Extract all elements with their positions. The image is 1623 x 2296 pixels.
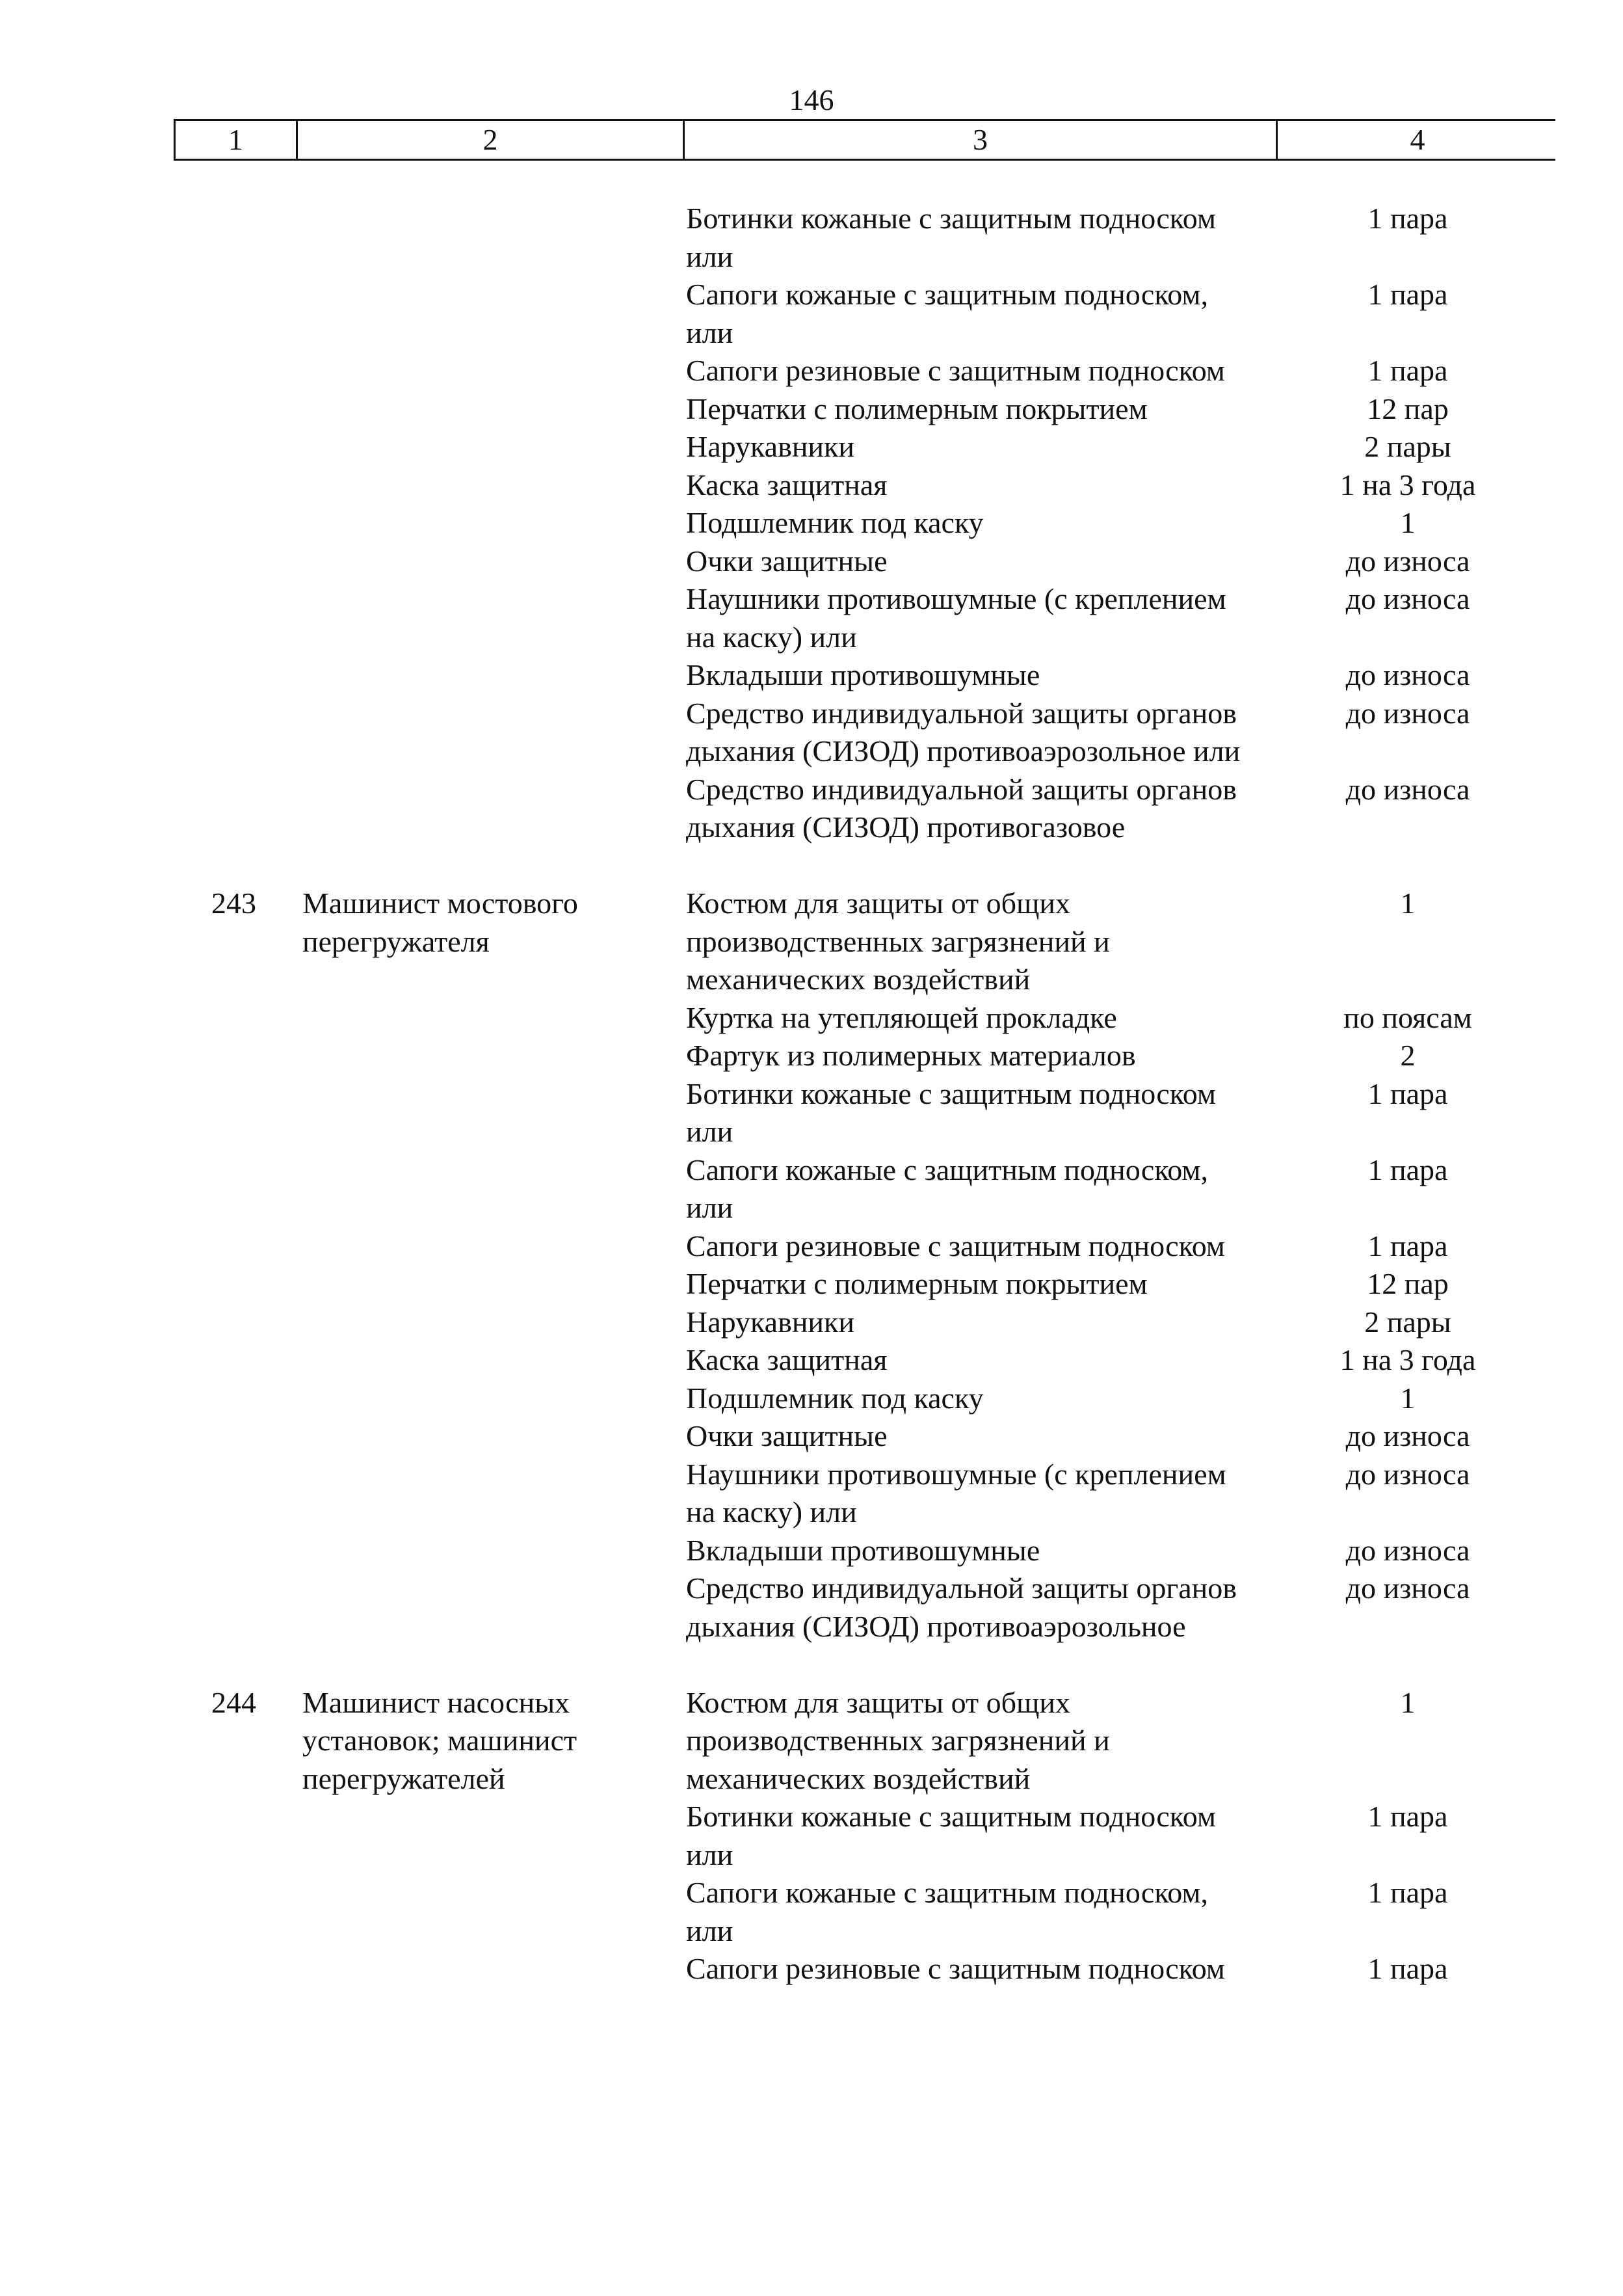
ppe-item: Костюм для защиты от общих производственных загрязнений и механических воздействий bbox=[686, 1685, 1110, 1795]
table-row bbox=[174, 1303, 1555, 1342]
column-header-row bbox=[174, 119, 1555, 161]
issue-norm: 12 пар bbox=[1367, 392, 1449, 425]
issue-norm: 1 пара bbox=[1367, 1229, 1448, 1262]
table-row bbox=[174, 1798, 1555, 1874]
issue-norm: 1 пара bbox=[1367, 278, 1448, 311]
ppe-item: Средство индивидуальной защиты органов дыхания (СИЗОД) противоаэрозольное bbox=[686, 1571, 1237, 1643]
table-row bbox=[174, 1950, 1555, 1988]
table-row bbox=[174, 999, 1555, 1037]
issue-norm: 2 пары bbox=[1364, 430, 1451, 463]
ppe-item: Куртка на утепляющей прокладке bbox=[686, 1000, 1117, 1034]
ppe-item: Подшлемник под каску bbox=[686, 506, 984, 539]
ppe-item: Средство индивидуальной защиты органов дыхания (СИЗОД) противоаэрозольное или bbox=[686, 696, 1241, 768]
issue-norm: 12 пар bbox=[1367, 1267, 1449, 1300]
ppe-item: Очки защитные bbox=[686, 1419, 888, 1452]
table-row bbox=[174, 580, 1555, 656]
table-row bbox=[174, 200, 1555, 276]
issue-norm: до износа bbox=[1345, 582, 1470, 615]
ppe-item: Костюм для защиты от общих производственных загрязнений и механических воздействий bbox=[686, 887, 1110, 996]
table-group bbox=[174, 1684, 1555, 1988]
issue-norm: 1 bbox=[1400, 1381, 1416, 1415]
ppe-item: Наушники противошумные (с креплением на каску) или bbox=[686, 1457, 1226, 1528]
issue-norm: до износа bbox=[1345, 1419, 1470, 1452]
page-number: 146 bbox=[789, 83, 834, 116]
table-row bbox=[174, 695, 1555, 771]
table-row bbox=[174, 1417, 1555, 1456]
issue-norm: 2 пары bbox=[1364, 1305, 1451, 1339]
issue-norm: 1 пара bbox=[1367, 354, 1448, 387]
issue-norm: 1 bbox=[1400, 887, 1416, 920]
issue-norm: до износа bbox=[1345, 1571, 1470, 1605]
table-row bbox=[174, 1569, 1555, 1646]
ppe-item: Сапоги резиновые с защитным подноском bbox=[686, 1952, 1225, 1985]
ppe-item: Фартук из полимерных материалов bbox=[686, 1039, 1136, 1072]
ppe-item: Средство индивидуальной защиты органов дыхания (СИЗОД) противогазовое bbox=[686, 772, 1237, 844]
issue-norm: 1 bbox=[1400, 1685, 1416, 1719]
table-group bbox=[174, 885, 1555, 1646]
table-row bbox=[174, 1874, 1555, 1950]
issue-norm: 1 bbox=[1400, 506, 1416, 539]
ppe-item: Каска защитная bbox=[686, 1343, 888, 1376]
table-row bbox=[174, 771, 1555, 847]
group-number: 243 bbox=[211, 887, 256, 920]
issue-norm: 1 пара bbox=[1367, 1952, 1448, 1985]
profession-name: Машинист насосных установок; машинист перегружателей bbox=[302, 1685, 577, 1795]
table-row bbox=[174, 656, 1555, 695]
ppe-item: Ботинки кожаные с защитным подноском или bbox=[686, 202, 1217, 273]
table-row bbox=[174, 1265, 1555, 1303]
table-row bbox=[174, 276, 1555, 352]
issue-norm: до износа bbox=[1345, 772, 1470, 806]
ppe-item: Сапоги резиновые с защитным подноском bbox=[686, 1229, 1225, 1262]
issue-norm: 1 пара bbox=[1367, 1153, 1448, 1186]
table-row bbox=[174, 1075, 1555, 1151]
issue-norm: 1 на 3 года bbox=[1339, 468, 1476, 501]
table-row bbox=[174, 1532, 1555, 1570]
issue-norm: 1 на 3 года bbox=[1339, 1343, 1476, 1376]
ppe-item: Сапоги резиновые с защитным подноском bbox=[686, 354, 1225, 387]
ppe-item: Подшлемник под каску bbox=[686, 1381, 984, 1415]
ppe-item: Перчатки с полимерным покрытием bbox=[686, 392, 1148, 425]
issue-norm: 1 пара bbox=[1367, 1800, 1448, 1833]
ppe-item: Вкладыши противошумные bbox=[686, 1533, 1040, 1567]
table-row bbox=[174, 542, 1555, 581]
ppe-item: Перчатки с полимерным покрытием bbox=[686, 1267, 1148, 1300]
table-row bbox=[174, 1151, 1555, 1227]
ppe-item: Каска защитная bbox=[686, 468, 888, 501]
group-number: 244 bbox=[211, 1685, 256, 1719]
table-row bbox=[174, 1341, 1555, 1380]
table-row bbox=[174, 1037, 1555, 1075]
ppe-item: Вкладыши противошумные bbox=[686, 658, 1040, 691]
table-row bbox=[174, 390, 1555, 429]
table-row bbox=[174, 1456, 1555, 1532]
ppe-item: Сапоги кожаные с защитным подноском, или bbox=[686, 1153, 1209, 1224]
table-row bbox=[174, 1380, 1555, 1418]
issue-norm: до износа bbox=[1345, 544, 1470, 578]
ppe-item: Нарукавники bbox=[686, 430, 855, 463]
table-row bbox=[174, 428, 1555, 466]
issue-norm: 2 bbox=[1400, 1039, 1416, 1072]
issue-norm: до износа bbox=[1345, 1533, 1470, 1567]
ppe-item: Нарукавники bbox=[686, 1305, 855, 1339]
table-row bbox=[174, 504, 1555, 542]
issue-norm: до износа bbox=[1345, 658, 1470, 691]
table-group bbox=[174, 200, 1555, 847]
issue-norm: по поясам bbox=[1343, 1000, 1472, 1034]
ppe-item: Сапоги кожаные с защитным подноском, или bbox=[686, 278, 1209, 349]
column-header-2: 2 bbox=[296, 121, 683, 159]
column-header-3: 3 bbox=[683, 121, 1276, 159]
table-row bbox=[174, 1227, 1555, 1266]
ppe-item: Сапоги кожаные с защитным подноском, или bbox=[686, 1876, 1209, 1947]
column-header-1: 1 bbox=[228, 123, 243, 156]
ppe-item: Очки защитные bbox=[686, 544, 888, 578]
issue-norm: 1 пара bbox=[1367, 1076, 1448, 1110]
issue-norm: до износа bbox=[1345, 696, 1470, 730]
profession-name: Машинист мостового перегружателя bbox=[302, 887, 578, 958]
table-row bbox=[174, 352, 1555, 390]
column-header-4: 4 bbox=[1276, 121, 1557, 159]
ppe-item: Ботинки кожаные с защитным подноском или bbox=[686, 1076, 1217, 1148]
table-row bbox=[174, 466, 1555, 505]
issue-norm: 1 пара bbox=[1367, 1876, 1448, 1909]
ppe-item: Ботинки кожаные с защитным подноском или bbox=[686, 1800, 1217, 1871]
issue-norm: до износа bbox=[1345, 1457, 1470, 1491]
table-body bbox=[174, 200, 1555, 2026]
ppe-item: Наушники противошумные (с креплением на каску) или bbox=[686, 582, 1226, 654]
issue-norm: 1 пара bbox=[1367, 202, 1448, 235]
